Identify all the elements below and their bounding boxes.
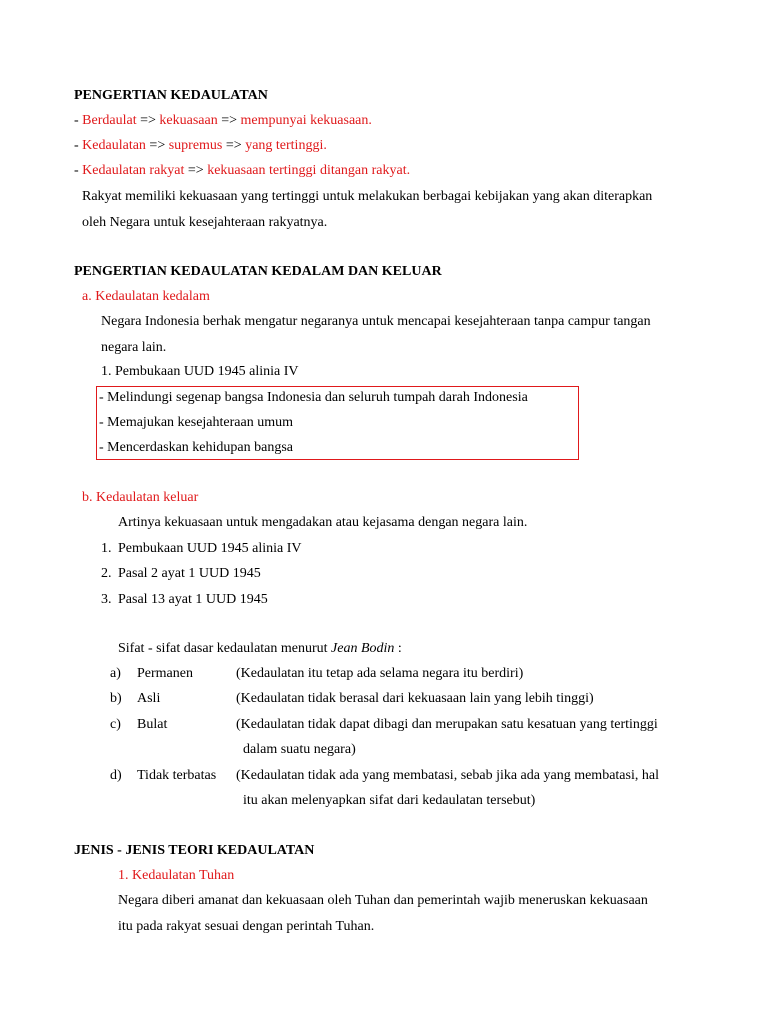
- sifat-intro: Sifat - sifat dasar kedaulatan menurut Jean Bodin :: [118, 641, 402, 656]
- paragraph-line: oleh Negara untuk kesejahteraan rakyatnya.: [82, 215, 328, 230]
- definition-line-kedaulatan: - Kedaulatan => supremus => yang tertinggi.: [74, 138, 327, 153]
- sifat-name: Asli: [137, 691, 161, 706]
- heading-kedalam-keluar: PENGERTIAN KEDAULATAN KEDALAM DAN KELUAR: [74, 264, 442, 279]
- sifat-desc-cont: itu akan melenyapkan sifat dari kedaulatan tersebut): [243, 793, 536, 808]
- numbered-item: 1.: [101, 541, 112, 556]
- sifat-letter: a): [110, 666, 121, 681]
- boxed-list-item: - Melindungi segenap bangsa Indonesia dan seluruh tumpah darah Indonesia: [99, 390, 528, 405]
- heading-pengertian-kedaulatan: PENGERTIAN KEDAULATAN: [74, 88, 268, 103]
- paragraph-line: Negara Indonesia berhak mengatur negaranya untuk mencapai kesejahteraan tanpa campur tangan: [101, 314, 651, 329]
- numbered-item: 3.: [101, 592, 112, 607]
- sifat-desc-cont: dalam suatu negara): [243, 742, 356, 757]
- sifat-letter: b): [110, 691, 122, 706]
- sifat-desc: (Kedaulatan itu tetap ada selama negara itu berdiri): [236, 666, 524, 681]
- sifat-name: Permanen: [137, 666, 193, 681]
- boxed-list-item: - Mencerdaskan kehidupan bangsa: [99, 440, 293, 455]
- paragraph-line: negara lain.: [101, 340, 167, 355]
- subheading-kedaulatan-kedalam: a. Kedaulatan kedalam: [82, 289, 210, 304]
- boxed-list-item: - Memajukan kesejahteraan umum: [99, 415, 293, 430]
- paragraph-line: Negara diberi amanat dan kekuasaan oleh Tuhan dan pemerintah wajib meneruskan kekuasaan: [118, 893, 648, 908]
- reference-line: 1. Pembukaan UUD 1945 alinia IV: [101, 364, 299, 379]
- sifat-name: Tidak terbatas: [137, 768, 217, 783]
- paragraph-line: itu pada rakyat sesuai dengan perintah Tuhan.: [118, 919, 375, 934]
- sifat-letter: c): [110, 717, 121, 732]
- subheading-kedaulatan-tuhan: 1. Kedaulatan Tuhan: [118, 868, 235, 883]
- numbered-item-text: Pembukaan UUD 1945 alinia IV: [118, 541, 302, 556]
- numbered-item: 2.: [101, 566, 112, 581]
- sifat-desc: (Kedaulatan tidak berasal dari kekuasaan lain yang lebih tinggi): [236, 691, 594, 706]
- numbered-item-text: Pasal 2 ayat 1 UUD 1945: [118, 566, 261, 581]
- definition-line-kedaulatan-rakyat: - Kedaulatan rakyat => kekuasaan tertinggi ditangan rakyat.: [74, 163, 411, 178]
- sifat-desc: (Kedaulatan tidak ada yang membatasi, sebab jika ada yang membatasi, hal: [236, 768, 659, 783]
- sifat-letter: d): [110, 768, 122, 783]
- heading-jenis-teori: JENIS - JENIS TEORI KEDAULATAN: [74, 843, 315, 858]
- subheading-kedaulatan-keluar: b. Kedaulatan keluar: [82, 490, 199, 505]
- definition-line-berdaulat: - Berdaulat => kekuasaan => mempunyai kekuasaan.: [74, 113, 372, 128]
- sifat-name: Bulat: [137, 717, 168, 732]
- paragraph-line: Rakyat memiliki kekuasaan yang tertinggi untuk melakukan berbagai kebijakan yang akan diterapkan: [82, 189, 653, 204]
- sifat-desc: (Kedaulatan tidak dapat dibagi dan merupakan satu kesatuan yang tertinggi: [236, 717, 658, 732]
- paragraph-line: Artinya kekuasaan untuk mengadakan atau kejasama dengan negara lain.: [118, 515, 528, 530]
- numbered-item-text: Pasal 13 ayat 1 UUD 1945: [118, 592, 268, 607]
